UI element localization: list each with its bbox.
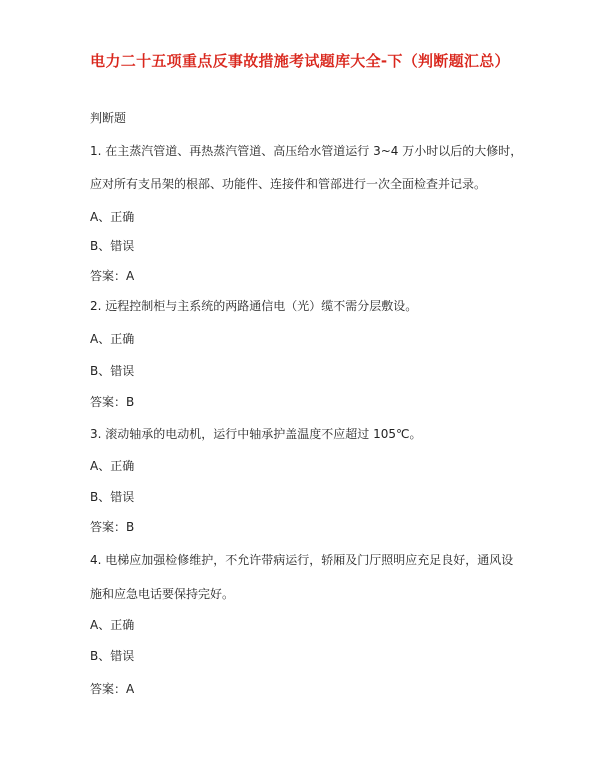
question-3-line-1: 3. 滚动轴承的电动机，运行中轴承护盖温度不应超过 105℃。	[90, 427, 422, 441]
section-heading: 判断题	[90, 111, 127, 125]
question-2-answer: 答案：B	[90, 395, 135, 409]
question-1-line-2: 应对所有支吊架的根部、功能件、连接件和管部进行一次全面检查并记录。	[90, 177, 487, 191]
question-4-line-1: 4. 电梯应加强检修维护，不允许带病运行，轿厢及门厅照明应充足良好，通风设	[90, 553, 514, 567]
question-4-line-2: 施和应急电话要保持完好。	[90, 587, 235, 601]
document-title: 电力二十五项重点反事故措施考试题库大全-下（判断题汇总）	[90, 52, 510, 70]
question-4-option-b: B、错误	[90, 649, 135, 663]
question-1-option-b: B、错误	[90, 239, 135, 253]
question-2-line-1: 2. 远程控制柜与主系统的两路通信电（光）缆不需分层敷设。	[90, 299, 418, 313]
question-1-answer: 答案：A	[90, 269, 135, 283]
question-2-option-b: B、错误	[90, 364, 135, 378]
question-1-line-1: 1. 在主蒸汽管道、再热蒸汽管道、高压给水管道运行 3~4 万小时以后的大修时，	[90, 144, 523, 158]
question-2-option-a: A、正确	[90, 332, 135, 346]
question-3-option-b: B、错误	[90, 490, 135, 504]
question-1-option-a: A、正确	[90, 210, 135, 224]
question-4-answer: 答案：A	[90, 682, 135, 696]
question-4-option-a: A、正确	[90, 618, 135, 632]
question-3-option-a: A、正确	[90, 459, 135, 473]
question-3-answer: 答案：B	[90, 520, 135, 534]
